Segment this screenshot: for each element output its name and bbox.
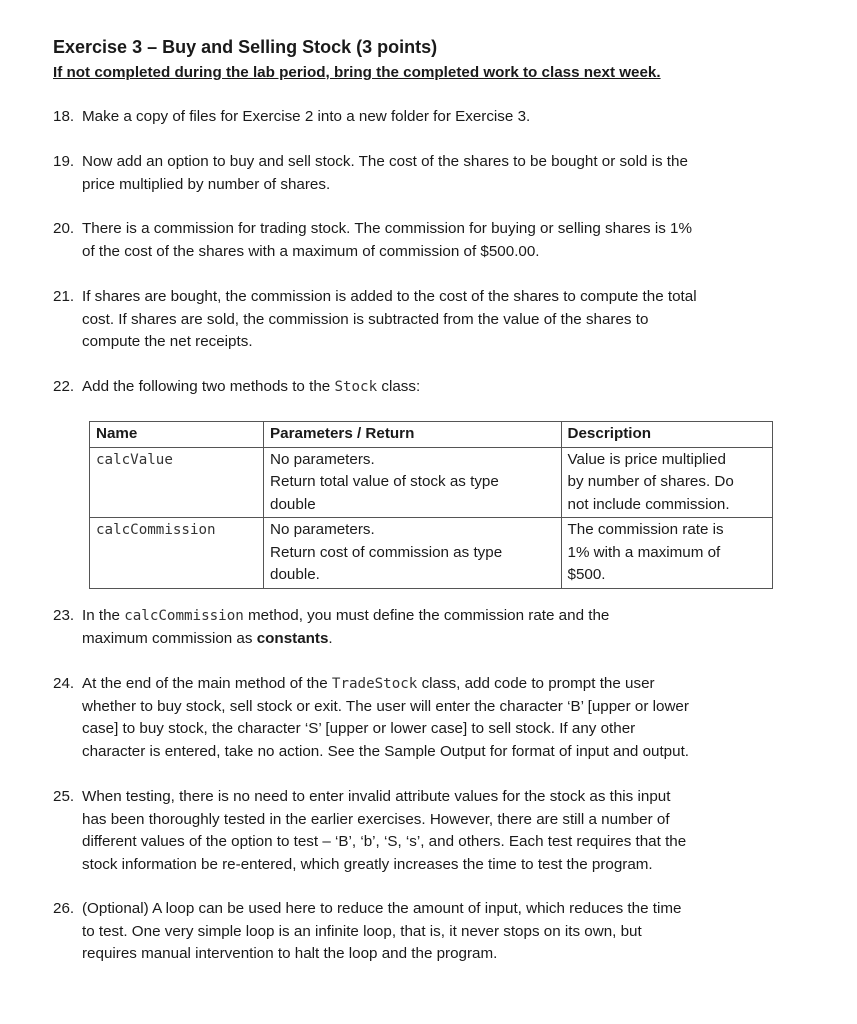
list-item	[53, 106, 783, 129]
list-item	[53, 673, 783, 763]
cell-line: $500.	[567, 566, 606, 583]
item-text-part: At the end of the main method of the	[82, 675, 332, 692]
item-text-part: maximum commission as	[82, 629, 257, 647]
item-number: 25.	[53, 788, 75, 805]
item-text	[82, 376, 783, 399]
item-text-part: class, add code to prompt the user	[417, 675, 655, 692]
item-text-part: .	[328, 629, 333, 647]
cell-line: Value is price multiplied	[567, 450, 726, 468]
item-text	[82, 605, 783, 650]
item-line: If shares are bought, the commission is added to the cost of the shares to compute the total	[82, 288, 697, 305]
item-text: Make a copy of files for Exercise 2 into a new folder for Exercise 3.	[82, 108, 531, 125]
item-number: 21.	[53, 288, 75, 305]
item-number: 22.	[53, 378, 75, 395]
bold-term: constants	[256, 629, 329, 647]
table-header-row	[90, 422, 773, 448]
table-row	[90, 447, 773, 518]
description-cell	[561, 518, 772, 589]
item-line: price multiplied by number of shares.	[82, 175, 331, 193]
item-line: to test. One very simple loop is an infinite loop, that is, it never stops on its own, but	[82, 922, 642, 940]
item-number: 23.	[53, 607, 75, 624]
item-text-part: method, you must define the commission rate and the	[243, 607, 610, 624]
method-name-cell: calcValue	[90, 447, 264, 518]
exercise-title: Exercise 3 – Buy and Selling Stock (3 points)	[53, 37, 438, 57]
item-number: 26.	[53, 900, 75, 917]
table-row	[90, 518, 773, 589]
list-item	[53, 151, 783, 196]
class-name-code: Stock	[334, 379, 378, 395]
item-text-part: Add the following two methods to the	[82, 378, 335, 395]
list-item	[53, 218, 783, 263]
item-line: There is a commission for trading stock. The commission for buying or selling shares is 1%	[82, 220, 692, 237]
item-line: different values of the option to test – ‘B’, ‘b’, ‘S, ‘s’, and others. Each test requires that the	[82, 833, 687, 850]
item-text-part: In the	[82, 607, 125, 624]
item-line: When testing, there is no need to enter invalid attribute values for the stock as this input	[82, 788, 671, 805]
item-line: case] to buy stock, the character ‘S’ [upper or lower case] to sell stock. If any other	[82, 720, 636, 737]
cell-line: Return cost of commission as type	[270, 543, 503, 561]
item-line	[82, 628, 783, 651]
list-item	[53, 376, 783, 399]
exercise-subtitle: If not completed during the lab period, bring the completed work to class next week.	[53, 64, 661, 81]
method-name-code: calcCommission	[124, 608, 244, 624]
item-text-part: class:	[377, 378, 421, 395]
cell-line: 1% with a maximum of	[567, 543, 721, 561]
item-line: Now add an option to buy and sell stock. The cost of the shares to be bought or sold is the	[82, 153, 688, 170]
description-cell	[561, 447, 772, 518]
methods-table	[89, 421, 773, 589]
item-line: compute the net receipts.	[82, 333, 253, 350]
item-text	[82, 151, 783, 196]
column-header-description: Description	[561, 422, 772, 448]
item-text	[82, 898, 783, 966]
item-line: of the cost of the shares with a maximum of commission of $500.00.	[82, 242, 540, 260]
item-number: 20.	[53, 220, 75, 237]
cell-line: No parameters.	[270, 450, 375, 468]
item-number: 24.	[53, 675, 75, 692]
item-line: (Optional) A loop can be used here to reduce the amount of input, which reduces the time	[82, 900, 682, 917]
item-line	[82, 673, 783, 696]
cell-line: double	[270, 495, 316, 513]
item-number: 19.	[53, 153, 75, 170]
item-line: character is entered, take no action. See the Sample Output for format of input and output.	[82, 742, 690, 760]
item-line	[82, 605, 783, 628]
item-text	[82, 218, 783, 263]
item-text	[82, 286, 783, 354]
cell-line: double.	[270, 566, 320, 583]
item-text	[82, 786, 783, 876]
params-cell	[264, 447, 561, 518]
item-line: cost. If shares are sold, the commission is subtracted from the value of the shares to	[82, 310, 649, 328]
cell-line: No parameters.	[270, 521, 375, 538]
cell-line: not include commission.	[567, 495, 730, 513]
list-item	[53, 786, 783, 876]
cell-line: The commission rate is	[567, 521, 724, 538]
item-number: 18.	[53, 108, 75, 125]
column-header-params: Parameters / Return	[264, 422, 561, 448]
item-text	[82, 673, 783, 763]
params-cell	[264, 518, 561, 589]
list-item	[53, 605, 783, 650]
item-line: stock information be re-entered, which greatly increases the time to test the program.	[82, 855, 653, 873]
cell-line: Return total value of stock as type	[270, 473, 499, 490]
list-item	[53, 898, 783, 966]
method-name-cell: calcCommission	[90, 518, 264, 589]
list-item	[53, 286, 783, 354]
class-name-code: TradeStock	[331, 676, 418, 692]
item-line: has been thoroughly tested in the earlier exercises. However, there are still a number of	[82, 810, 670, 828]
cell-line: by number of shares. Do	[567, 473, 734, 490]
item-line: whether to buy stock, sell stock or exit. The user will enter the character ‘B’ [upper or lower	[82, 697, 689, 715]
column-header-name: Name	[90, 422, 264, 448]
item-line: requires manual intervention to halt the loop and the program.	[82, 945, 498, 962]
